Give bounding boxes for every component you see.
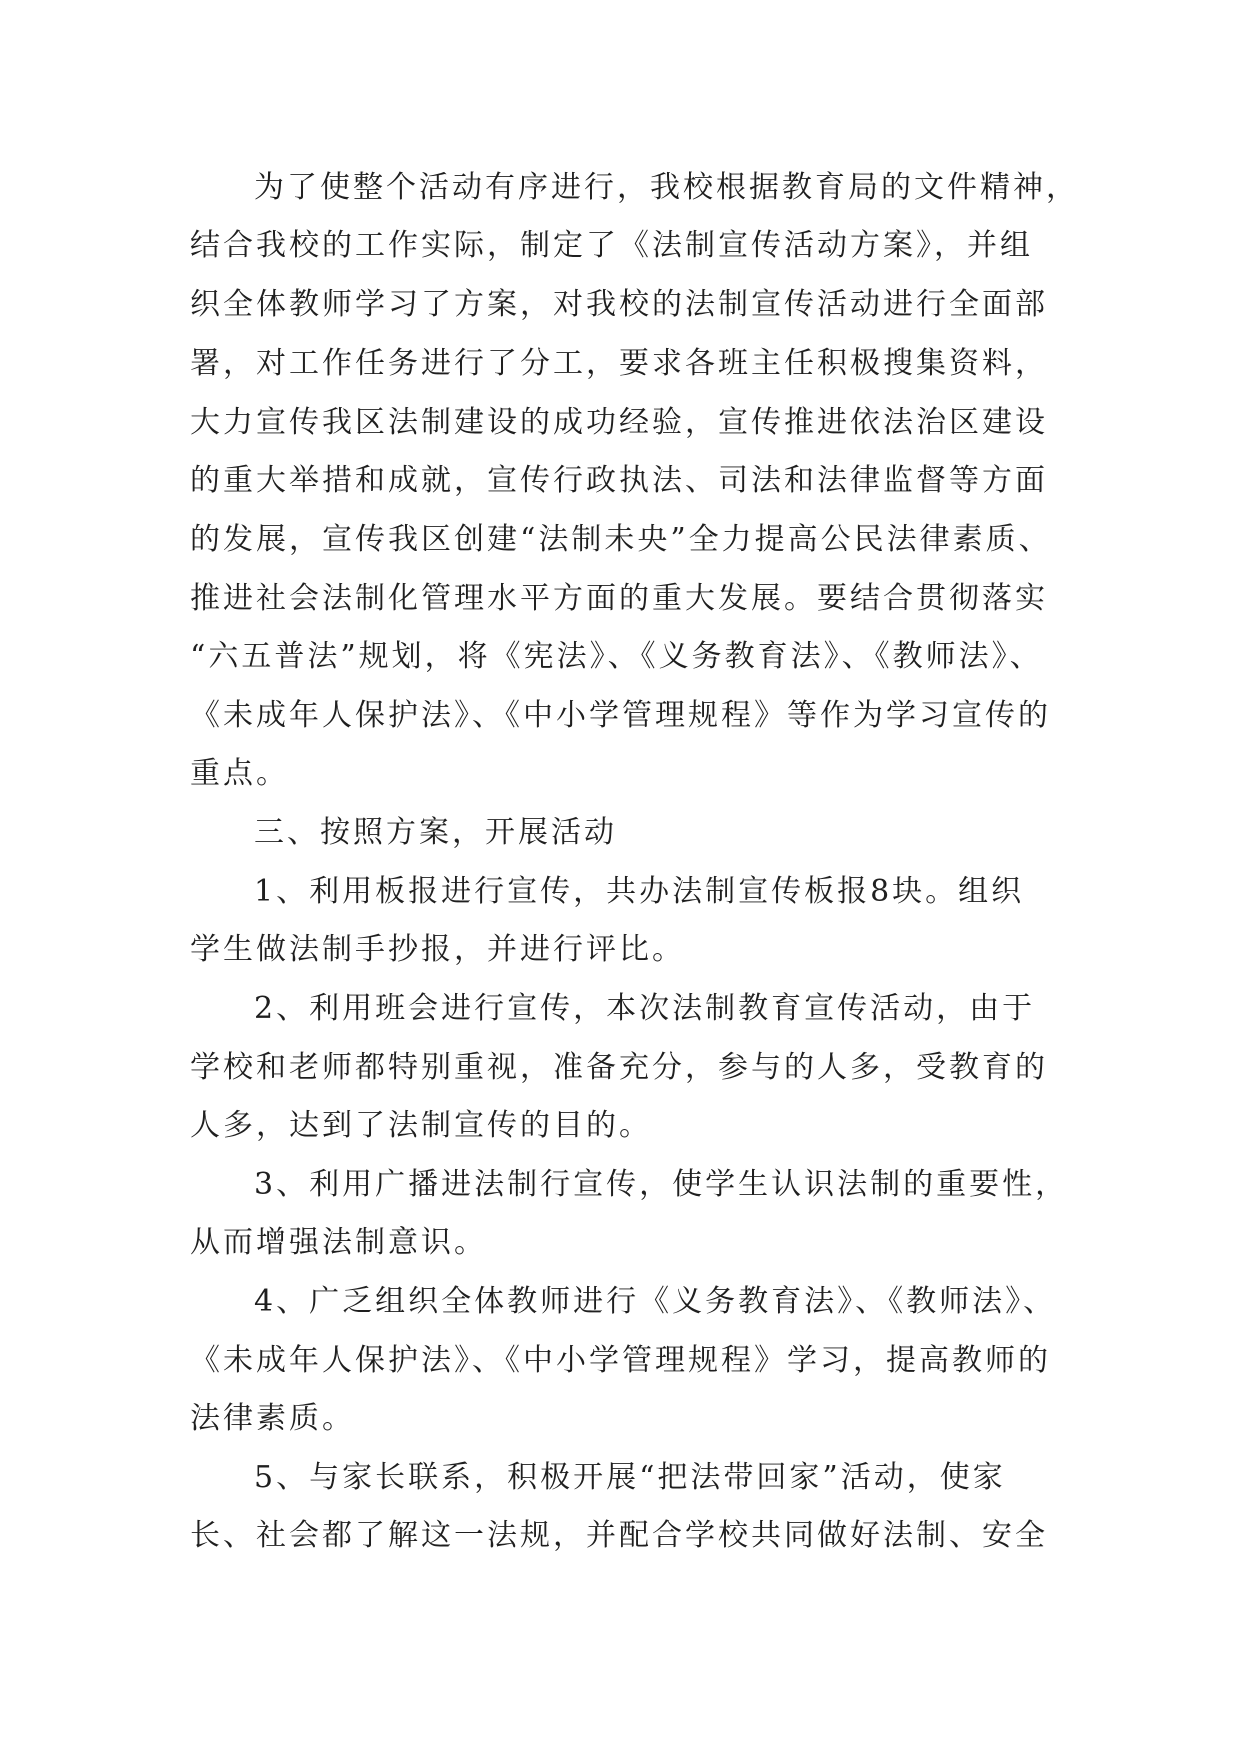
text-line: 长、社会都了解这一法规，并配合学校共同做好法制、安全 (190, 1518, 1048, 1553)
text-line: 法律素质。 (190, 1401, 355, 1436)
text-line: 学生做法制手抄报，并进行评比。 (190, 932, 685, 967)
text-line: 重点。 (190, 756, 289, 791)
text-line: 织全体教师学习了方案，对我校的法制宣传活动进行全面部 (190, 287, 1048, 322)
text-line: 推进社会法制化管理水平方面的重大发展。要结合贯彻落实 (190, 581, 1048, 616)
text-line: 从而增强法制意识。 (190, 1225, 487, 1260)
text-line: 2、利用班会进行宣传，本次法制教育宣传活动，由于 (254, 991, 1036, 1026)
text-line: 《未成年人保护法》、《中小学管理规程》等作为学习宣传的 (190, 698, 1051, 733)
text-line: 的重大举措和成就，宣传行政执法、司法和法律监督等方面 (190, 463, 1048, 498)
text-line: 学校和老师都特别重视，准备充分，参与的人多，受教育的 (190, 1050, 1048, 1085)
text-line: 5、与家长联系，积极开展“把法带回家”活动，使家 (254, 1460, 1006, 1495)
text-line: 大力宣传我区法制建设的成功经验，宣传推进依法治区建设 (190, 405, 1048, 440)
text-line: 4、广乏组织全体教师进行《义务教育法》、《教师法》、 (254, 1284, 1057, 1319)
text-line: 署，对工作任务进行了分工，要求各班主任积极搜集资料， (190, 346, 1048, 381)
text-line: 为了使整个活动有序进行，我校根据教育局的文件精神， (254, 170, 1079, 205)
text-line: 的发展，宣传我区创建“法制未央”全力提高公民法律素质、 (190, 522, 1052, 557)
text-line: 结合我校的工作实际，制定了《法制宣传活动方案》，并组 (190, 228, 1033, 263)
section-heading: 三、按照方案，开展活动 (254, 815, 617, 850)
text-line: 1、利用板报进行宣传，共办法制宣传板报8块。组织 (254, 874, 1025, 909)
text-line: 《未成年人保护法》、《中小学管理规程》学习，提高教师的 (190, 1343, 1051, 1378)
text-line: “六五普法”规划，将《宪法》、《义务教育法》、《教师法》、 (190, 639, 1043, 674)
text-line: 人多，达到了法制宣传的目的。 (190, 1108, 652, 1143)
text-line: 3、利用广播进法制行宣传，使学生认识法制的重要性， (254, 1167, 1069, 1202)
